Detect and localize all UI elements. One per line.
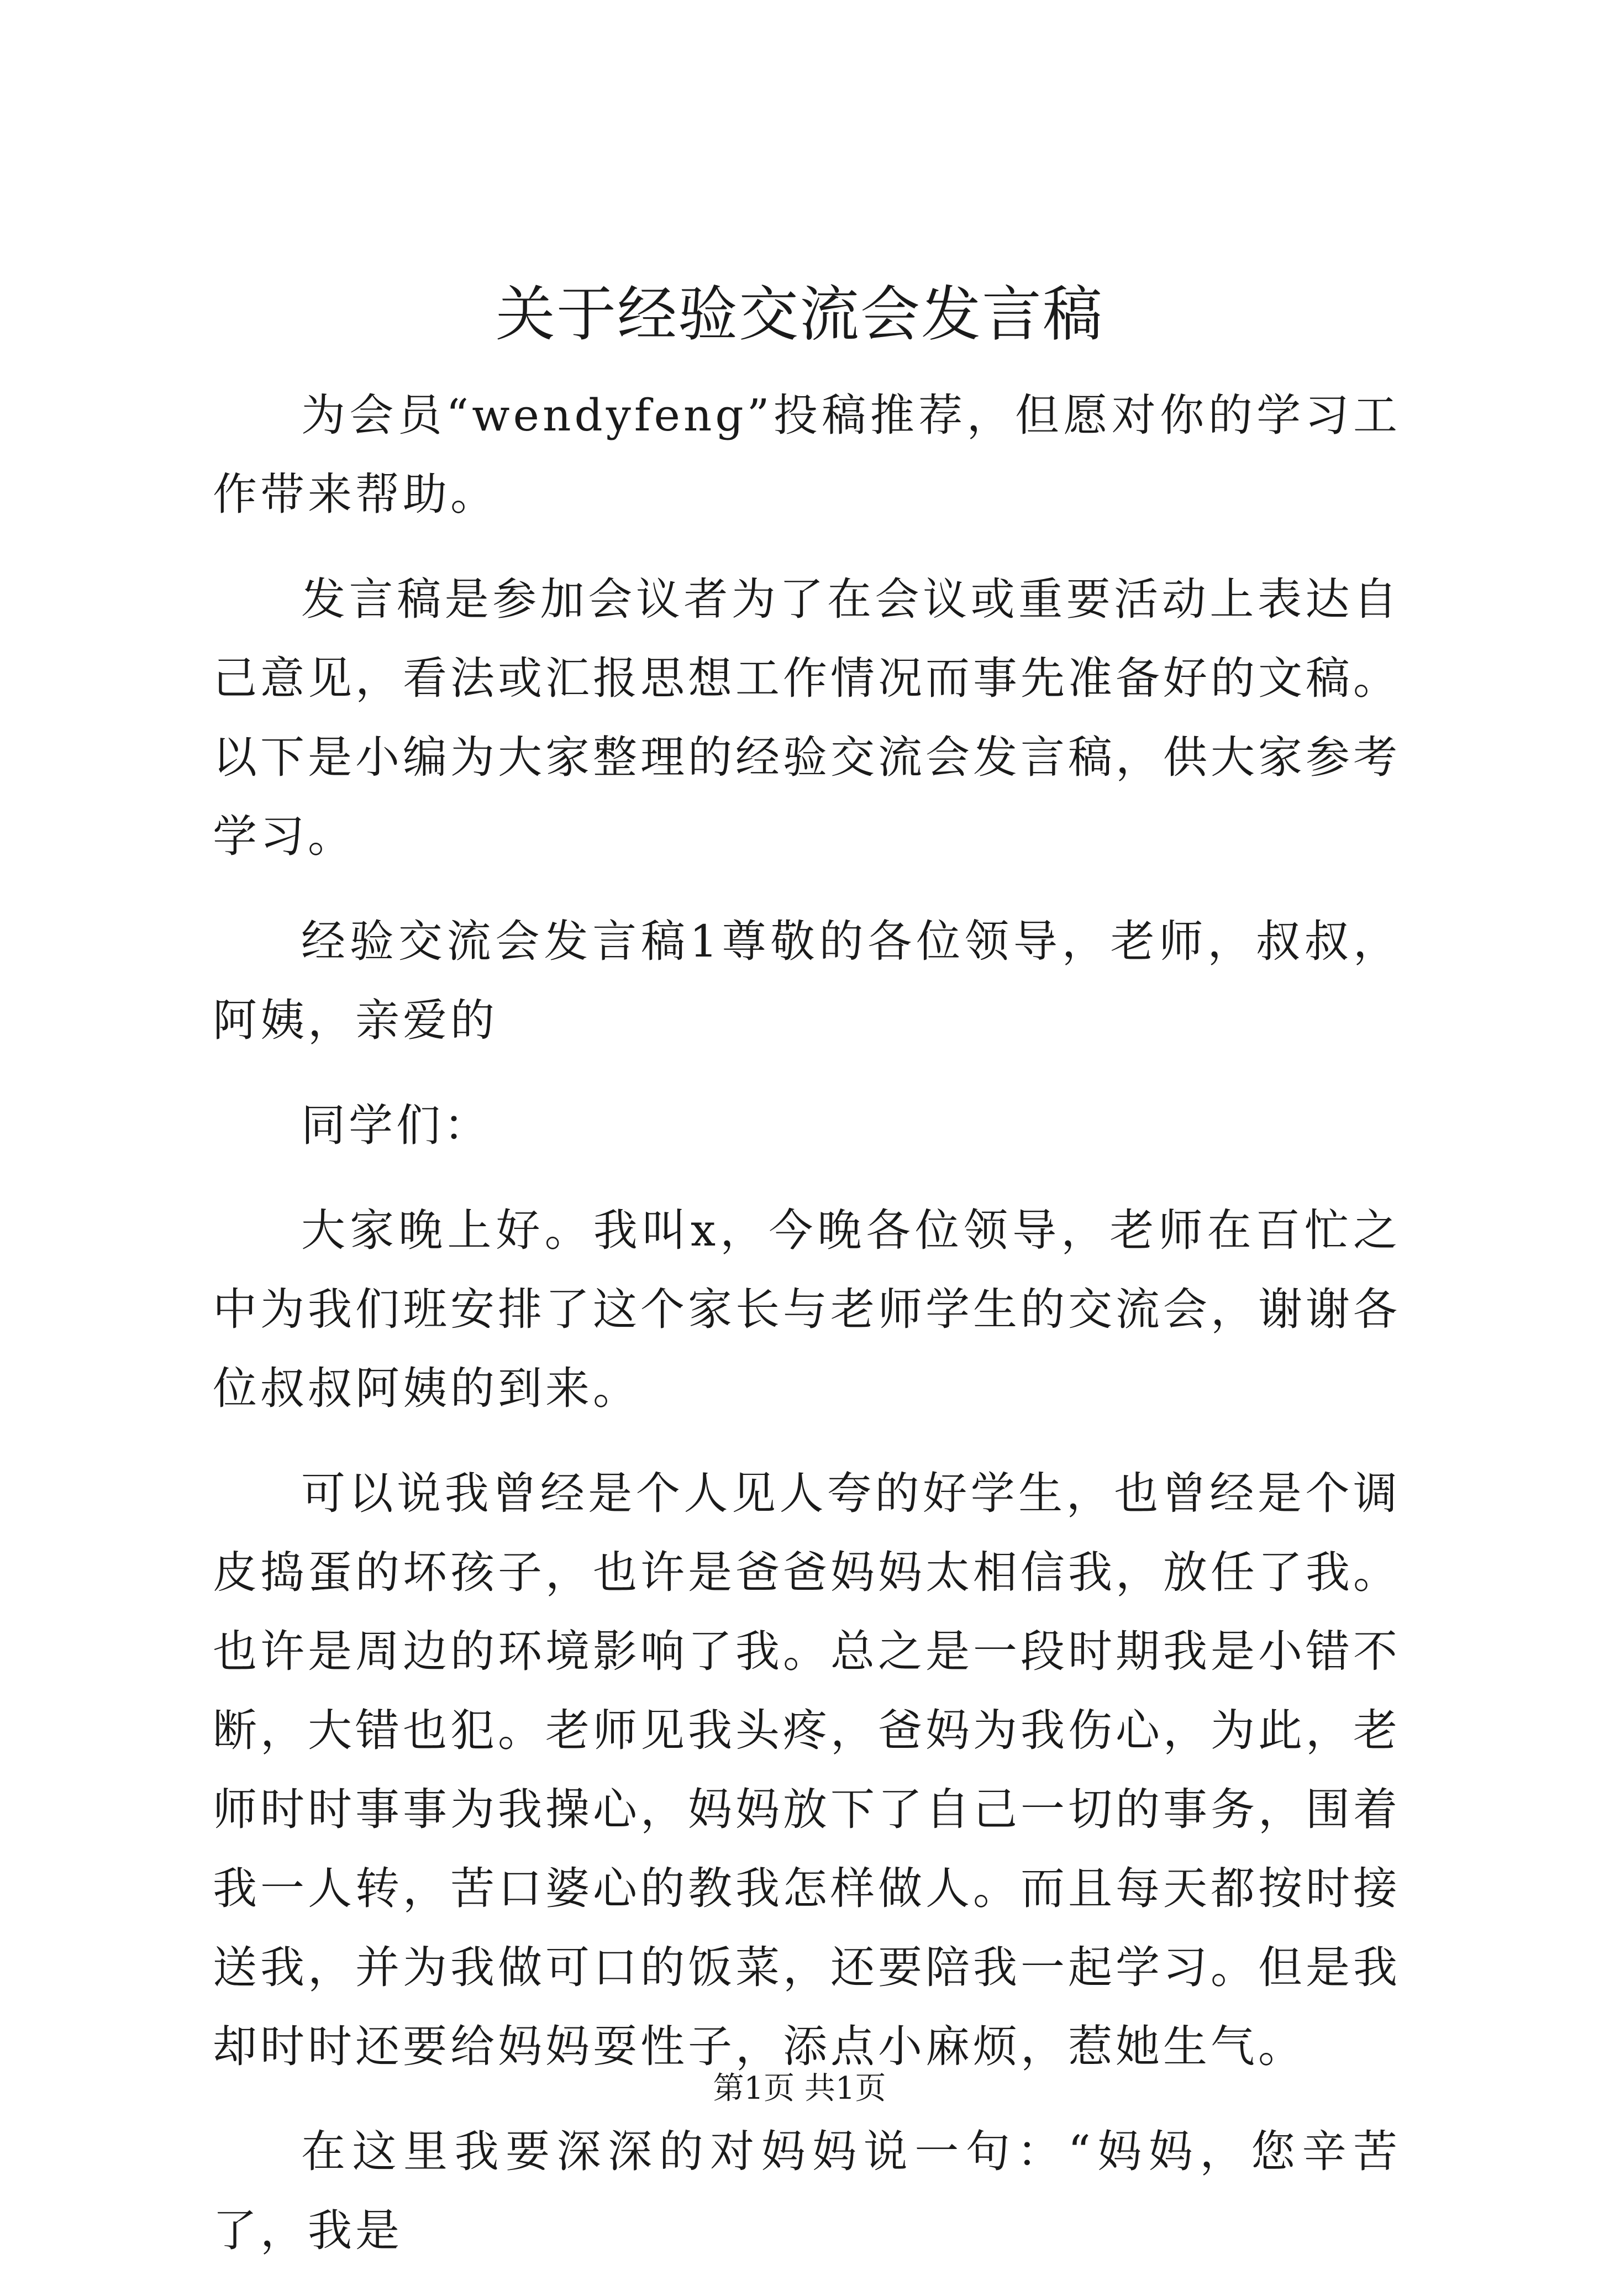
paragraph-story: 可以说我曾经是个人见人夸的好学生，也曾经是个调皮捣蛋的坏孩子，也许是爸爸妈妈太相信我，放任了我。也许是周边的环境影响了我。总之是一段时期我是小错不断，大错也犯。老师见我头疼，爸妈为我伤心，为此，老师时时事事为我操心，妈妈放下了自己一切的事务，围着我一人转，苦口婆心的教我怎样做人。而且每天都按时接送我，并为我做可口的饭菜，还要陪我一起学习。但是我却时时还要给妈妈耍性子，添点小麻烦，惹她生气。 xyxy=(213,1468,1401,2072)
paragraph-speech-heading: 经验交流会发言稿1尊敬的各位领导，老师，叔叔，阿姨，亲爱的 xyxy=(213,916,1401,1046)
paragraph-greeting: 大家晚上好。我叫x，今晚各位领导，老师在百忙之中为我们班安排了这个家长与老师学生的交流会，谢谢各位叔叔阿姨的到来。 xyxy=(213,1205,1401,1414)
paragraph-definition: 发言稿是参加会议者为了在会议或重要活动上表达自己意见，看法或汇报思想工作情况而事先准备好的文稿。以下是小编为大家整理的经验交流会发言稿，供大家参考学习。 xyxy=(213,574,1401,862)
paragraph-thanks: 在这里我要深深的对妈妈说一句：“妈妈，您辛苦了，我是 xyxy=(213,2126,1401,2256)
document-title: 关于经验交流会发言稿 xyxy=(495,280,1103,349)
paragraph-salutation: 同学们： xyxy=(301,1100,491,1151)
document-body xyxy=(213,376,1401,2296)
paragraph-intro: 为会员“wendyfeng”投稿推荐，但愿对你的学习工作带来帮助。 xyxy=(213,390,1401,520)
page-footer: 第1页 共1页 xyxy=(713,2071,886,2106)
